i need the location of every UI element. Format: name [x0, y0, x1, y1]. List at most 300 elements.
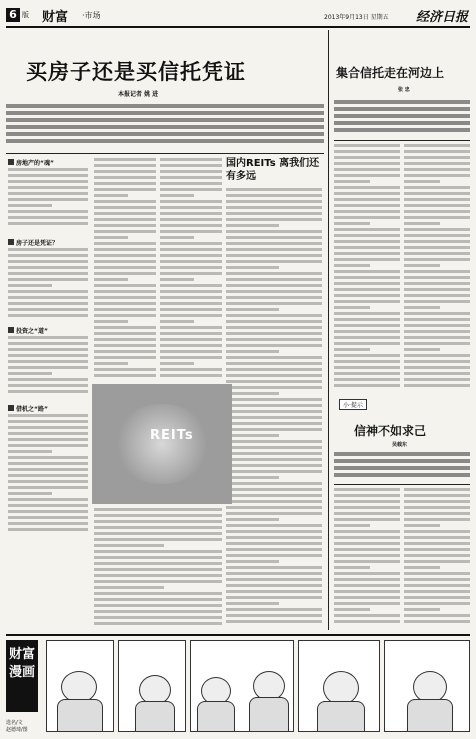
- text-line: [226, 422, 322, 425]
- text-line: [94, 158, 156, 161]
- comic-label: [6, 640, 38, 712]
- text-line: [334, 288, 400, 291]
- text-line: [404, 354, 470, 357]
- body-text-block: [8, 414, 88, 538]
- text-line: [404, 288, 470, 291]
- text-line: [8, 522, 88, 525]
- text-line: [94, 218, 156, 221]
- text-line: [94, 586, 164, 589]
- text-line: [334, 572, 400, 575]
- text-line: [6, 125, 324, 129]
- text-line: [94, 508, 222, 511]
- text-line: [94, 260, 156, 263]
- text-line: [8, 462, 88, 465]
- subhead-2: 房子还是凭证？: [8, 238, 58, 247]
- text-line: [94, 170, 156, 173]
- text-line: [8, 384, 88, 387]
- text-line: [334, 252, 400, 255]
- text-line: [94, 532, 222, 535]
- text-line: [226, 344, 322, 347]
- text-line: [8, 272, 88, 275]
- text-line: [94, 296, 156, 299]
- text-line: [226, 440, 322, 443]
- text-line: [404, 572, 470, 575]
- body-text-block: [8, 248, 88, 324]
- text-line: [404, 174, 470, 177]
- text-line: [404, 536, 470, 539]
- text-line: [226, 536, 322, 539]
- text-line: [404, 518, 470, 521]
- comic-panel: [190, 640, 294, 732]
- text-line: [404, 270, 470, 273]
- comic-panel: [46, 640, 114, 732]
- text-line: [334, 506, 400, 509]
- text-line: [334, 342, 400, 345]
- text-line: [226, 488, 322, 491]
- text-line: [334, 114, 470, 118]
- illustration-caption: REITs: [150, 428, 194, 443]
- text-line: [226, 206, 322, 209]
- text-line: [404, 204, 470, 207]
- text-line: [226, 524, 322, 527]
- text-line: [334, 162, 400, 165]
- text-line: [226, 608, 322, 611]
- text-line: [226, 224, 279, 227]
- text-line: [226, 260, 322, 263]
- text-line: [404, 186, 470, 189]
- text-line: [404, 210, 470, 213]
- text-line: [94, 538, 222, 541]
- divider: [334, 484, 470, 485]
- text-line: [404, 240, 470, 243]
- divider: [6, 153, 324, 154]
- character-body: [197, 701, 235, 732]
- text-line: [8, 180, 88, 183]
- text-line: [8, 480, 88, 483]
- text-line: [94, 368, 156, 371]
- text-line: [8, 314, 88, 317]
- text-line: [226, 464, 322, 467]
- text-line: [8, 186, 88, 189]
- text-line: [226, 356, 322, 359]
- text-line: [94, 242, 156, 245]
- text-line: [226, 614, 322, 617]
- text-line: [404, 500, 470, 503]
- text-line: [94, 302, 156, 305]
- text-line: [226, 320, 322, 323]
- text-line: [404, 378, 470, 381]
- right-byline-2: 吴载东: [392, 442, 408, 448]
- text-line: [334, 590, 400, 593]
- text-line: [8, 492, 52, 495]
- text-line: [226, 572, 322, 575]
- text-line: [8, 254, 88, 257]
- text-line: [8, 278, 88, 281]
- text-line: [8, 510, 88, 513]
- text-line: [160, 290, 222, 293]
- text-line: [334, 596, 400, 599]
- sidebar-tag: 小·提示: [339, 399, 367, 410]
- text-line: [94, 520, 222, 523]
- text-line: [226, 566, 322, 569]
- text-line: [226, 404, 322, 407]
- text-line: [8, 266, 88, 269]
- text-line: [6, 139, 324, 143]
- text-line: [8, 504, 88, 507]
- text-line: [334, 210, 400, 213]
- text-line: [404, 366, 470, 369]
- text-line: [94, 308, 156, 311]
- text-line: [94, 182, 156, 185]
- text-line: [226, 350, 279, 353]
- text-line: [334, 336, 400, 339]
- text-line: [94, 514, 222, 517]
- main-headline: 买房子还是买信托凭证: [26, 59, 246, 84]
- text-line: [334, 128, 470, 132]
- text-line: [334, 228, 400, 231]
- text-line: [404, 330, 470, 333]
- text-line: [404, 506, 470, 509]
- text-line: [226, 398, 322, 401]
- text-line: [94, 290, 156, 293]
- text-line: [404, 246, 470, 249]
- text-line: [334, 330, 400, 333]
- text-line: [94, 362, 128, 365]
- text-line: [8, 432, 88, 435]
- text-line: [334, 174, 400, 177]
- text-line: [334, 372, 400, 375]
- text-line: [94, 356, 156, 359]
- text-line: [334, 192, 400, 195]
- text-line: [160, 314, 222, 317]
- text-line: [160, 218, 222, 221]
- text-line: [8, 528, 88, 531]
- text-line: [8, 216, 88, 219]
- text-line: [334, 204, 400, 207]
- text-line: [160, 344, 222, 347]
- text-line: [94, 374, 156, 377]
- text-line: [226, 428, 322, 431]
- text-line: [94, 266, 156, 269]
- text-line: [94, 556, 222, 559]
- text-line: [226, 584, 322, 587]
- text-line: [334, 121, 470, 125]
- text-line: [226, 230, 322, 233]
- text-line: [8, 308, 88, 311]
- text-line: [94, 248, 156, 251]
- text-line: [404, 620, 470, 623]
- text-line: [94, 194, 128, 197]
- text-line: [334, 566, 370, 569]
- text-line: [160, 362, 194, 365]
- text-line: [8, 290, 88, 293]
- text-line: [8, 198, 88, 201]
- comic-credit-artist: 赵德琦/图: [6, 727, 28, 733]
- text-line: [8, 438, 88, 441]
- text-line: [226, 212, 322, 215]
- text-line: [8, 302, 88, 305]
- text-line: [226, 332, 322, 335]
- text-line: [8, 342, 88, 345]
- text-line: [160, 164, 222, 167]
- divider: [334, 140, 470, 141]
- text-line: [404, 336, 470, 339]
- text-line: [334, 180, 370, 183]
- text-line: [334, 264, 370, 267]
- text-line: [226, 452, 322, 455]
- text-line: [94, 230, 156, 233]
- text-line: [226, 500, 322, 503]
- text-line: [226, 266, 279, 269]
- text-line: [94, 526, 222, 529]
- text-line: [334, 246, 400, 249]
- text-line: [226, 410, 322, 413]
- text-line: [404, 512, 470, 515]
- text-line: [226, 218, 322, 221]
- text-line: [404, 222, 440, 225]
- text-line: [160, 332, 222, 335]
- text-line: [160, 374, 222, 377]
- body-text-block: [160, 158, 222, 380]
- text-line: [334, 602, 400, 605]
- text-line: [334, 500, 400, 503]
- character-body: [407, 699, 453, 732]
- text-line: [334, 584, 400, 587]
- text-line: [160, 356, 222, 359]
- pinwheel-image: [112, 404, 212, 484]
- text-line: [226, 458, 322, 461]
- text-line: [226, 548, 322, 551]
- text-line: [226, 278, 322, 281]
- text-line: [160, 266, 222, 269]
- comic-panel: [118, 640, 186, 732]
- text-line: [334, 348, 370, 351]
- text-line: [226, 554, 322, 557]
- text-line: [160, 248, 222, 251]
- text-line: [404, 324, 470, 327]
- text-line: [94, 350, 156, 353]
- text-line: [226, 530, 322, 533]
- text-line: [404, 150, 470, 153]
- text-line: [334, 186, 400, 189]
- text-line: [160, 170, 222, 173]
- text-line: [8, 222, 88, 225]
- text-line: [334, 494, 400, 497]
- text-line: [94, 206, 156, 209]
- body-text-block: [94, 508, 222, 630]
- character-body: [135, 701, 175, 732]
- text-line: [226, 284, 322, 287]
- text-line: [8, 444, 88, 447]
- text-line: [8, 468, 88, 471]
- text-line: [226, 542, 322, 545]
- text-line: [404, 264, 440, 267]
- text-line: [8, 248, 88, 251]
- page-header: [6, 6, 470, 28]
- text-line: [8, 204, 52, 207]
- text-line: [160, 368, 222, 371]
- text-line: [94, 550, 222, 553]
- text-line: [334, 620, 400, 623]
- body-text-block: [8, 336, 88, 400]
- text-line: [334, 530, 400, 533]
- text-line: [226, 374, 322, 377]
- section-title: 财富: [42, 10, 69, 25]
- text-line: [404, 584, 470, 587]
- text-line: [226, 302, 322, 305]
- text-line: [404, 548, 470, 551]
- text-line: [226, 482, 322, 485]
- text-line: [404, 192, 470, 195]
- text-line: [334, 156, 400, 159]
- text-line: [404, 530, 470, 533]
- body-text-block: [404, 488, 470, 630]
- text-line: [8, 414, 88, 417]
- article-illustration: [92, 384, 232, 504]
- text-line: [334, 234, 400, 237]
- text-line: [160, 326, 222, 329]
- text-line: [160, 224, 222, 227]
- text-line: [226, 470, 322, 473]
- text-line: [94, 604, 222, 607]
- text-line: [226, 578, 322, 581]
- text-line: [94, 278, 128, 281]
- text-line: [334, 107, 470, 111]
- text-line: [8, 284, 52, 287]
- text-line: [334, 608, 370, 611]
- text-line: [94, 320, 128, 323]
- text-line: [404, 602, 470, 605]
- text-line: [404, 384, 470, 387]
- text-line: [334, 100, 470, 104]
- text-line: [334, 276, 400, 279]
- text-line: [404, 168, 470, 171]
- comic-strip: [6, 634, 470, 736]
- comic-label-line2: 漫画: [8, 665, 35, 680]
- text-line: [334, 459, 470, 463]
- text-line: [226, 602, 279, 605]
- text-line: [334, 384, 400, 387]
- text-line: [8, 390, 88, 393]
- text-line: [334, 282, 400, 285]
- text-line: [404, 276, 470, 279]
- text-line: [334, 542, 400, 545]
- text-line: [160, 230, 222, 233]
- right-headline-2: 信神不如求己: [354, 424, 427, 438]
- text-line: [160, 320, 194, 323]
- character-body: [57, 699, 103, 732]
- text-line: [404, 234, 470, 237]
- text-line: [226, 272, 322, 275]
- text-line: [94, 344, 156, 347]
- text-line: [94, 544, 164, 547]
- subhead-1: 房地产的“魂”: [8, 158, 54, 167]
- text-line: [334, 258, 400, 261]
- text-line: [404, 578, 470, 581]
- text-line: [334, 524, 370, 527]
- text-line: [404, 312, 470, 315]
- text-line: [334, 614, 400, 617]
- text-line: [160, 302, 222, 305]
- comic-credit-writer: 选名/文: [6, 720, 23, 726]
- text-line: [8, 498, 88, 501]
- text-line: [160, 242, 222, 245]
- body-text-block: [404, 144, 470, 394]
- text-line: [94, 236, 128, 239]
- text-line: [226, 290, 322, 293]
- text-line: [404, 306, 440, 309]
- text-line: [94, 164, 156, 167]
- text-line: [160, 338, 222, 341]
- text-line: [8, 450, 52, 453]
- text-line: [94, 284, 156, 287]
- text-line: [334, 466, 470, 470]
- text-line: [334, 324, 400, 327]
- text-line: [226, 512, 322, 515]
- text-line: [334, 216, 400, 219]
- text-line: [8, 336, 88, 339]
- text-line: [94, 562, 222, 565]
- right-lead-text-2: [334, 452, 470, 482]
- text-line: [404, 180, 440, 183]
- body-text-block: [226, 188, 322, 630]
- text-line: [226, 518, 279, 521]
- text-line: [226, 368, 322, 371]
- body-text-block: [8, 168, 88, 232]
- text-line: [226, 296, 322, 299]
- text-line: [334, 518, 400, 521]
- text-line: [6, 118, 324, 122]
- text-line: [226, 392, 279, 395]
- text-line: [8, 354, 88, 357]
- text-line: [8, 420, 88, 423]
- comic-label-line1: 财富: [8, 647, 35, 662]
- text-line: [94, 616, 222, 619]
- text-line: [226, 506, 322, 509]
- text-line: [226, 314, 322, 317]
- text-line: [160, 296, 222, 299]
- text-line: [94, 580, 222, 583]
- text-line: [404, 294, 470, 297]
- text-line: [94, 598, 222, 601]
- text-line: [6, 111, 324, 115]
- text-line: [8, 516, 88, 519]
- text-line: [94, 622, 222, 625]
- text-line: [160, 200, 222, 203]
- text-line: [404, 542, 470, 545]
- sidebar-headline: 国内REITs 离我们还有多远: [226, 158, 320, 182]
- text-line: [404, 258, 470, 261]
- page-label: 版: [22, 11, 29, 19]
- text-line: [8, 474, 88, 477]
- text-line: [8, 192, 88, 195]
- text-line: [226, 416, 322, 419]
- text-line: [334, 150, 400, 153]
- text-line: [94, 338, 156, 341]
- text-line: [404, 348, 440, 351]
- text-line: [226, 560, 279, 563]
- subhead-4: 借机之“路”: [8, 404, 48, 413]
- text-line: [160, 176, 222, 179]
- text-line: [160, 260, 222, 263]
- text-line: [334, 560, 400, 563]
- text-line: [404, 560, 470, 563]
- text-line: [404, 162, 470, 165]
- column-divider: [328, 30, 329, 630]
- text-line: [334, 536, 400, 539]
- text-line: [8, 348, 88, 351]
- text-line: [334, 548, 400, 551]
